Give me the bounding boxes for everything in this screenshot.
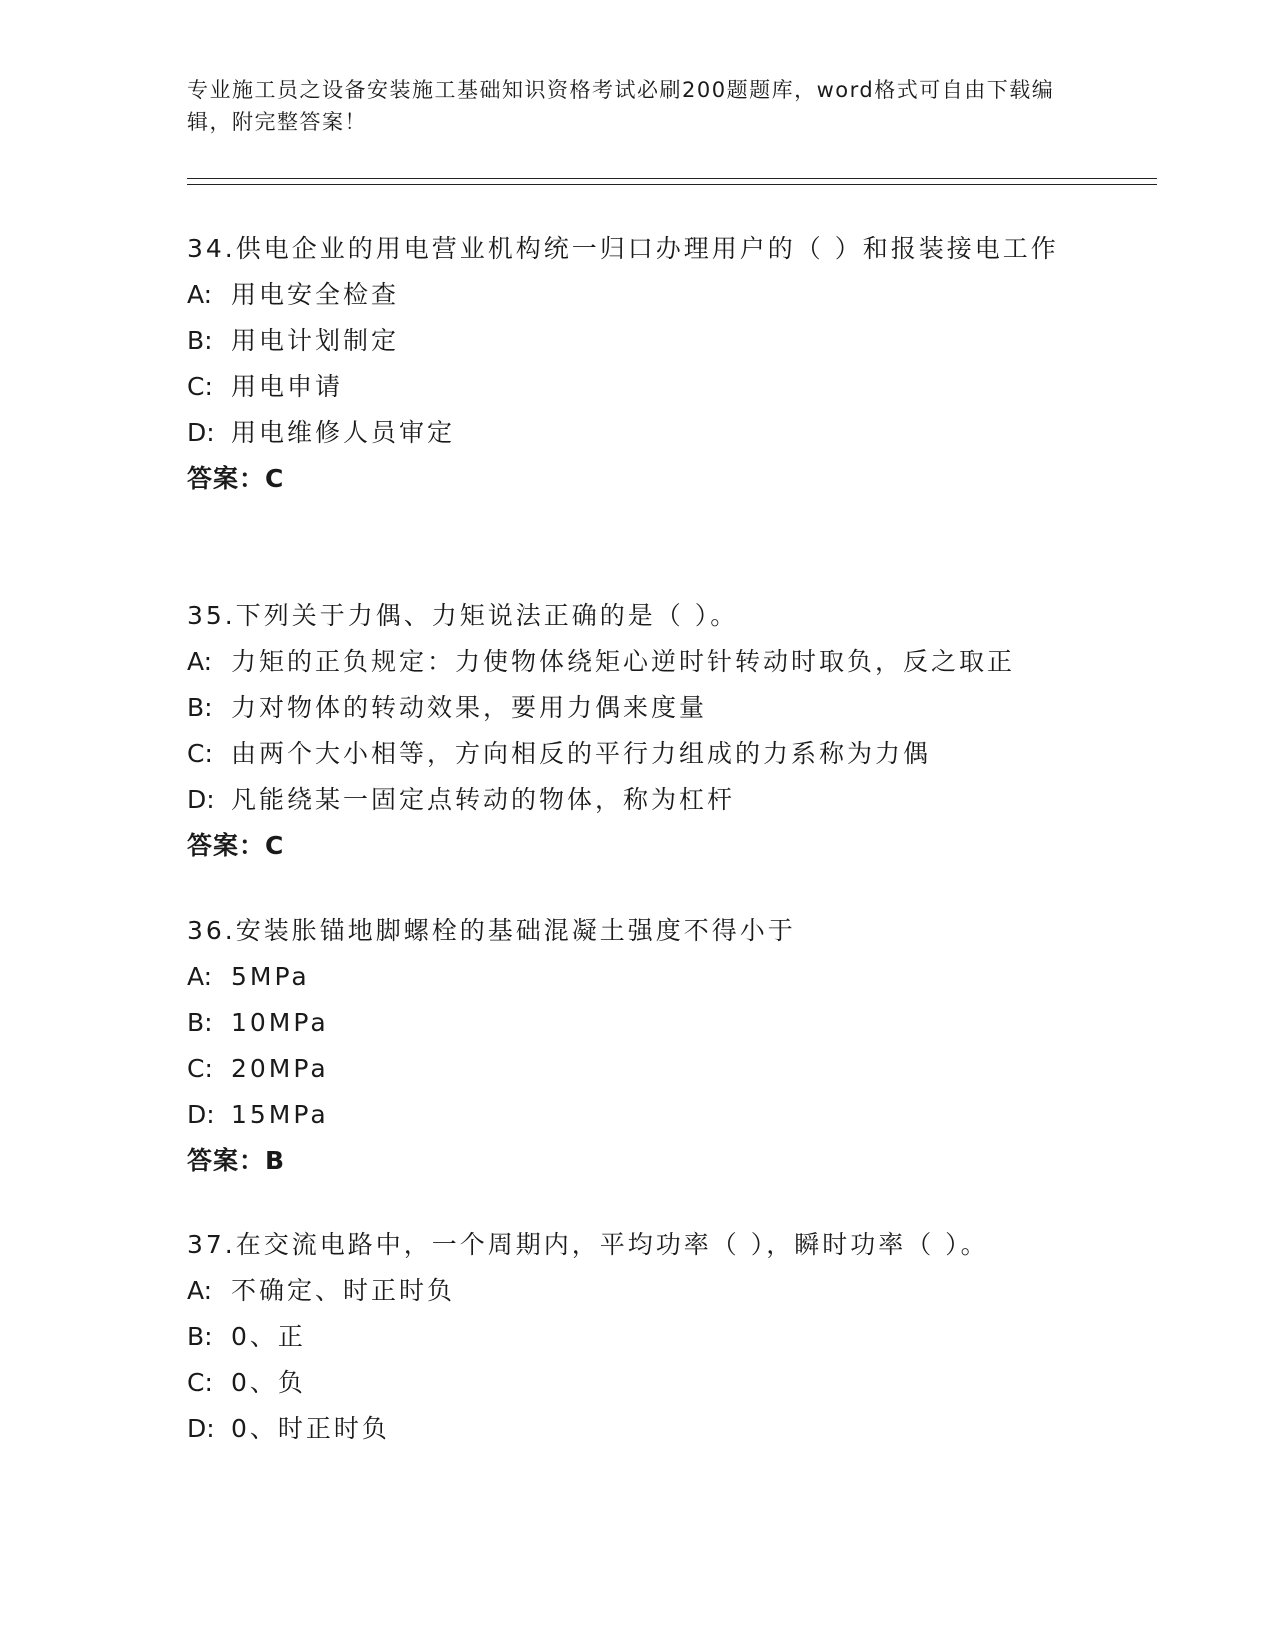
option-text: 0、正 — [231, 1322, 306, 1351]
option-text: 20MPa — [231, 1054, 329, 1083]
option-text: 0、时正时负 — [231, 1414, 390, 1443]
option-letter: C: — [187, 1054, 213, 1083]
option-a — [187, 954, 1067, 1000]
option-text: 10MPa — [231, 1008, 329, 1037]
question-36 — [187, 908, 1067, 1184]
question-stem: 36.安装胀锚地脚螺栓的基础混凝土强度不得小于 — [187, 916, 796, 945]
option-text: 力对物体的转动效果，要用力偶来度量 — [231, 693, 708, 722]
option-b — [187, 1314, 1067, 1360]
option-letter: C: — [187, 739, 213, 768]
option-d — [187, 777, 1067, 823]
option-a — [187, 639, 1067, 685]
option-text: 用电计划制定 — [231, 326, 400, 355]
option-letter: D: — [187, 1100, 215, 1129]
answer: 答案：B — [187, 1146, 286, 1175]
answer: 答案：C — [187, 831, 285, 860]
option-letter: C: — [187, 1368, 213, 1397]
option-text: 凡能绕某一固定点转动的物体，称为杠杆 — [231, 785, 736, 814]
question-stem: 34.供电企业的用电营业机构统一归口办理用户的（ ）和报装接电工作 — [187, 234, 1059, 263]
option-letter: D: — [187, 1414, 215, 1443]
option-text: 5MPa — [231, 962, 310, 991]
option-letter: B: — [187, 1322, 213, 1351]
question-34 — [187, 226, 1067, 502]
option-c — [187, 364, 1067, 410]
document-title: 专业施工员之设备安装施工基础知识资格考试必刷200题题库，word格式可自由下载编辑，附完整答案！ — [187, 78, 1055, 134]
option-a — [187, 1268, 1067, 1314]
option-c — [187, 1046, 1067, 1092]
question-37 — [187, 1222, 1067, 1452]
option-b — [187, 318, 1067, 364]
option-b — [187, 1000, 1067, 1046]
option-letter: C: — [187, 372, 213, 401]
option-c — [187, 1360, 1067, 1406]
option-letter: D: — [187, 785, 215, 814]
question-stem: 37.在交流电路中，一个周期内，平均功率（ ），瞬时功率（ ）。 — [187, 1230, 989, 1259]
option-d — [187, 1092, 1067, 1138]
option-d — [187, 1406, 1067, 1452]
option-text: 不确定、时正时负 — [231, 1276, 456, 1305]
answer: 答案：C — [187, 464, 285, 493]
question-35 — [187, 593, 1067, 869]
option-text: 用电维修人员审定 — [231, 418, 456, 447]
option-letter: A: — [187, 647, 213, 676]
option-a — [187, 272, 1067, 318]
option-letter: A: — [187, 1276, 213, 1305]
option-letter: A: — [187, 280, 213, 309]
option-c — [187, 731, 1067, 777]
option-text: 用电安全检查 — [231, 280, 400, 309]
option-text: 0、负 — [231, 1368, 306, 1397]
option-b — [187, 685, 1067, 731]
option-text: 15MPa — [231, 1100, 329, 1129]
option-letter: A: — [187, 962, 213, 991]
option-text: 用电申请 — [231, 372, 344, 401]
option-letter: B: — [187, 326, 213, 355]
question-stem: 35.下列关于力偶、力矩说法正确的是（ ）。 — [187, 601, 739, 630]
header-divider-bottom — [187, 184, 1157, 185]
header-divider-top — [187, 178, 1157, 179]
option-d — [187, 410, 1067, 456]
option-text: 由两个大小相等，方向相反的平行力组成的力系称为力偶 — [231, 739, 932, 768]
option-text: 力矩的正负规定：力使物体绕矩心逆时针转动时取负，反之取正 — [231, 647, 1016, 676]
option-letter: D: — [187, 418, 215, 447]
option-letter: B: — [187, 1008, 213, 1037]
option-letter: B: — [187, 693, 213, 722]
